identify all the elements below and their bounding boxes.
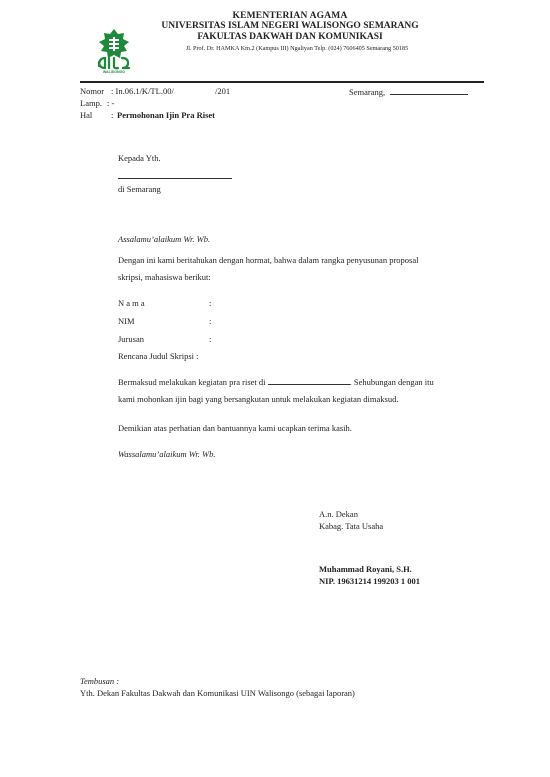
field-jurusan-sep: :: [209, 334, 212, 344]
hal-label: Hal: [80, 110, 93, 120]
field-judul-label: Rencana Judul Skripsi :: [118, 351, 199, 361]
address-line: Jl. Prof. Dr. HAMKA Km.2 (Kampus III) Ngaliyan Telp. (024) 7606405 Semarang 50185: [185, 45, 409, 52]
nomor-year: /201: [215, 86, 231, 96]
hal-sep: :: [111, 110, 114, 120]
signature-line-1: A.n. Dekan: [319, 509, 358, 519]
lamp-value: : -: [107, 98, 115, 108]
hal-value: Permohonan Ijin Pra Riset: [117, 110, 215, 120]
tembusan-label: Tembusan :: [80, 676, 120, 686]
nomor-label: Nomor: [80, 86, 105, 96]
recipient-to: Kepada Yth.: [118, 153, 161, 163]
logo-text: WALISONGO: [102, 70, 126, 74]
thanks-line: Demikian atas perhatian dan bantuannya kami ucapkan terima kasih.: [118, 423, 352, 433]
letterhead-divider: [80, 81, 484, 83]
intro-line-2: skripsi, mahasiswa berikut:: [118, 272, 211, 282]
field-nim-sep: :: [209, 316, 212, 326]
field-nama-sep: :: [209, 298, 212, 308]
tembusan-item: Yth. Dekan Fakultas Dakwah dan Komunikasi UIN Walisongo (sebagai laporan): [80, 688, 355, 698]
signatory-nip: NIP. 19631214 199203 1 001: [319, 576, 420, 586]
recipient-blank: [118, 178, 232, 179]
lamp-label: Lamp.: [80, 98, 102, 108]
purpose-line-2: kami mohonkan ijin bagi yang bersangkutan untuk melakukan kegiatan dimaksud.: [118, 394, 399, 404]
place-date-row: [349, 86, 468, 97]
university-heading: UNIVERSITAS ISLAM NEGERI WALISONGO SEMARANG: [161, 21, 419, 31]
greeting: Assalamu’alaikum Wr. Wb.: [118, 234, 211, 244]
intro-line-1: Dengan ini kami beritahukan dengan hormat, bahwa dalam rangka penyusunan proposal: [118, 255, 419, 265]
field-jurusan-label: Jurusan: [118, 334, 144, 344]
university-logo: [93, 28, 135, 74]
ministry-heading: KEMENTERIAN AGAMA: [232, 11, 348, 21]
faculty-heading: FAKULTAS DAKWAH DAN KOMUNIKASI: [197, 32, 383, 42]
purpose-text-b: . Sehubungan dengan itu: [349, 377, 434, 387]
signature-line-2: Kabag. Tata Usaha: [319, 521, 384, 531]
field-nama-label: N a m a: [118, 298, 145, 308]
date-blank: [390, 86, 468, 95]
purpose-line-1: [118, 374, 434, 391]
field-nim-label: NIM: [118, 316, 135, 326]
place-date-label: Semarang,: [349, 87, 386, 97]
purpose-text-a: Bermaksud melakukan kegiatan pra riset di: [118, 377, 266, 387]
recipient-city: di Semarang: [118, 184, 161, 194]
location-blank: [268, 376, 350, 385]
nomor-value: : In.06.1/K/TL.00/: [111, 86, 174, 96]
signatory-name: Muhammad Royani, S.H.: [319, 564, 412, 574]
closing-line: Wassalamu’alaikum Wr. Wb.: [118, 449, 216, 459]
